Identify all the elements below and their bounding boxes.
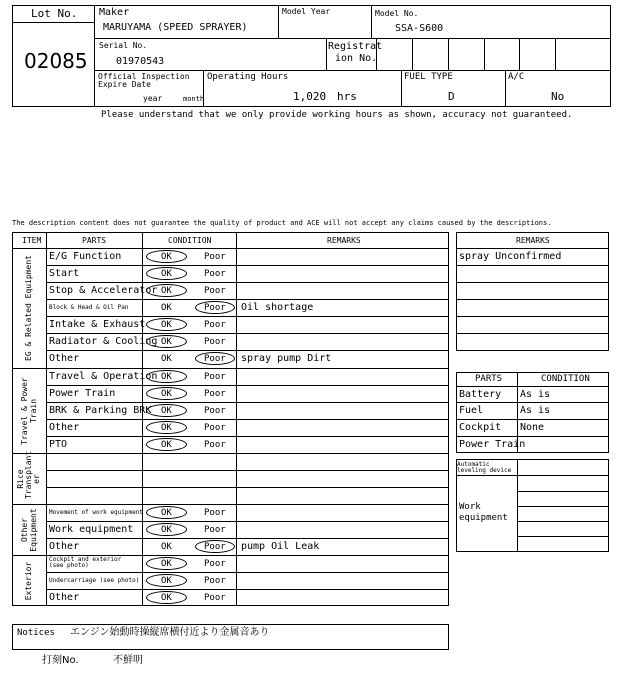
condition-circle [195, 352, 235, 365]
condition-circle [146, 284, 187, 297]
work-equipment-label-2: equipment [459, 513, 508, 523]
disclaimer: The description content does not guarantee the quality of product and ACE will not accept any claims caused by the descriptions. [12, 219, 552, 227]
row-part: Start [49, 268, 80, 279]
side-part-name: Battery [459, 389, 502, 400]
poor-option: Poor [204, 593, 226, 603]
lot-number: 02085 [24, 49, 88, 73]
side-remarks-line-1: spray Unconfirmed [459, 251, 562, 262]
side-part-name: Fuel [459, 405, 484, 416]
ok-option: OK [161, 508, 172, 518]
model-no-label: Model No. [375, 9, 419, 18]
poor-option: Poor [204, 252, 226, 262]
row-part: Cockpit and exterior (see photo) [49, 556, 122, 569]
registration-label-1: Registrat [328, 41, 383, 52]
ok-option: OK [161, 337, 172, 347]
hours-label: Operating Hours [207, 72, 289, 82]
ok-option: OK [161, 542, 172, 552]
poor-option: Poor [204, 525, 226, 535]
row-part: Power Train [49, 388, 116, 399]
remarks-header: REMARKS [327, 236, 361, 245]
row-part: Radiator & Cooling [49, 336, 158, 347]
row-part: Other [49, 422, 80, 433]
work-equipment-label-1: Work [459, 502, 481, 512]
fuel-type-label: FUEL TYPE [404, 72, 453, 82]
stamp-label: 打刻No. [42, 655, 79, 666]
poor-option: Poor [204, 372, 226, 382]
row-remark: pump Oil Leak [241, 541, 320, 552]
poor-option: Poor [204, 354, 226, 364]
condition-circle [146, 506, 187, 519]
row-remark: Oil shortage [241, 302, 314, 313]
stamp-value: 不鮮明 [113, 655, 143, 666]
poor-option: Poor [204, 559, 226, 569]
poor-option: Poor [204, 269, 226, 279]
row-part: Stop & Accelerator [49, 285, 158, 296]
side-part-condition: None [520, 422, 545, 433]
maker-value: MARUYAMA (SPEED SPRAYER) [103, 22, 248, 33]
month-label: month [183, 95, 205, 103]
condition-circle [146, 250, 187, 263]
row-part: Undercarriage (see photo) [49, 577, 140, 584]
side-part-name: Cockpit [459, 422, 502, 433]
notices-text: エンジン始動時操縦席横付近より金属音あり [70, 627, 270, 638]
poor-option: Poor [204, 286, 226, 296]
hours-value: 1,020 [293, 90, 327, 103]
row-remark: spray pump Dirt [241, 353, 332, 364]
ok-option: OK [161, 354, 172, 364]
group-rice: Rice Transplant er [16, 450, 41, 499]
condition-circle [146, 591, 187, 604]
ok-option: OK [161, 303, 172, 313]
condition-circle [146, 523, 187, 536]
condition-circle [146, 574, 187, 587]
poor-option: Poor [204, 423, 226, 433]
ok-option: OK [161, 559, 172, 569]
condition-circle [146, 370, 187, 383]
model-year-label: Model Year [282, 7, 331, 16]
row-part: Movement of work equipment [49, 509, 143, 516]
ok-option: OK [161, 440, 172, 450]
condition-circle [195, 540, 235, 553]
side-part-condition: As is [520, 405, 551, 416]
group-travel: Travel & Power Train [20, 377, 38, 445]
condition-header: CONDITION [168, 236, 212, 245]
parts-header: PARTS [82, 236, 107, 245]
serial-value: 01970543 [116, 56, 165, 67]
serial-label: Serial No. [99, 41, 148, 50]
condition-circle [146, 404, 187, 417]
condition-circle [146, 438, 187, 451]
poor-option: Poor [204, 389, 226, 399]
year-label: year [143, 94, 163, 103]
row-part: BRK & Parking BRK [49, 405, 152, 416]
poor-option: Poor [204, 542, 226, 552]
hours-unit: hrs [337, 90, 357, 103]
inspection-label-2: Expire Date [98, 80, 151, 89]
ac-label: A/C [508, 72, 525, 82]
row-part: Other [49, 353, 80, 364]
inspection-label-1: Official Inspection [98, 72, 190, 81]
row-part: Intake & Exhaust [49, 319, 146, 330]
side-condition-header: CONDITION [541, 374, 590, 384]
ok-option: OK [161, 593, 172, 603]
ok-option: OK [161, 286, 172, 296]
notices-label: Notices [17, 628, 55, 638]
ok-option: OK [161, 406, 172, 416]
condition-circle [195, 301, 235, 314]
ok-option: OK [161, 372, 172, 382]
ok-option: OK [161, 423, 172, 433]
registration-label-2: ion No. [335, 53, 378, 64]
poor-option: Poor [204, 320, 226, 330]
row-part: Other [49, 541, 80, 552]
group-exterior: Exterior [24, 561, 33, 601]
leveling-label: Automatic leveling device [457, 461, 512, 474]
ok-option: OK [161, 389, 172, 399]
side-parts-header: PARTS [475, 374, 503, 384]
poor-option: Poor [204, 337, 226, 347]
condition-circle [146, 267, 187, 280]
ok-option: OK [161, 320, 172, 330]
ok-option: OK [161, 525, 172, 535]
ac-value: No [551, 90, 565, 103]
maker-label: Maker [99, 7, 130, 18]
row-part: Travel & Operation [49, 371, 158, 382]
poor-option: Poor [204, 508, 226, 518]
group-other-equipment: Other Equipment [20, 508, 38, 552]
row-part: Work equipment [49, 524, 134, 535]
condition-circle [146, 557, 187, 570]
poor-option: Poor [204, 440, 226, 450]
poor-option: Poor [204, 576, 226, 586]
fuel-type-value: D [448, 90, 455, 103]
side-remarks-header: REMARKS [516, 236, 550, 245]
model-no-value: SSA-S600 [395, 23, 444, 34]
row-part: Other [49, 592, 80, 603]
condition-circle [146, 318, 187, 331]
condition-circle [146, 421, 187, 434]
item-header: ITEM [22, 236, 42, 245]
row-part: Block & Head & Oil Pan [49, 304, 129, 311]
ok-option: OK [161, 269, 172, 279]
side-part-name: Power Train [459, 439, 526, 450]
row-part: E/G Function [49, 251, 122, 262]
lot-label: Lot No. [31, 7, 78, 20]
hours-note: Please understand that we only provide working hours as shown, accuracy not guaranteed. [101, 110, 573, 120]
poor-option: Poor [204, 406, 226, 416]
group-eg: EG & Related Equipment [24, 255, 33, 361]
row-part: PTO [49, 439, 68, 450]
condition-circle [146, 335, 187, 348]
ok-option: OK [161, 252, 172, 262]
side-part-condition: As is [520, 389, 551, 400]
poor-option: Poor [204, 303, 226, 313]
ok-option: OK [161, 576, 172, 586]
condition-circle [146, 387, 187, 400]
